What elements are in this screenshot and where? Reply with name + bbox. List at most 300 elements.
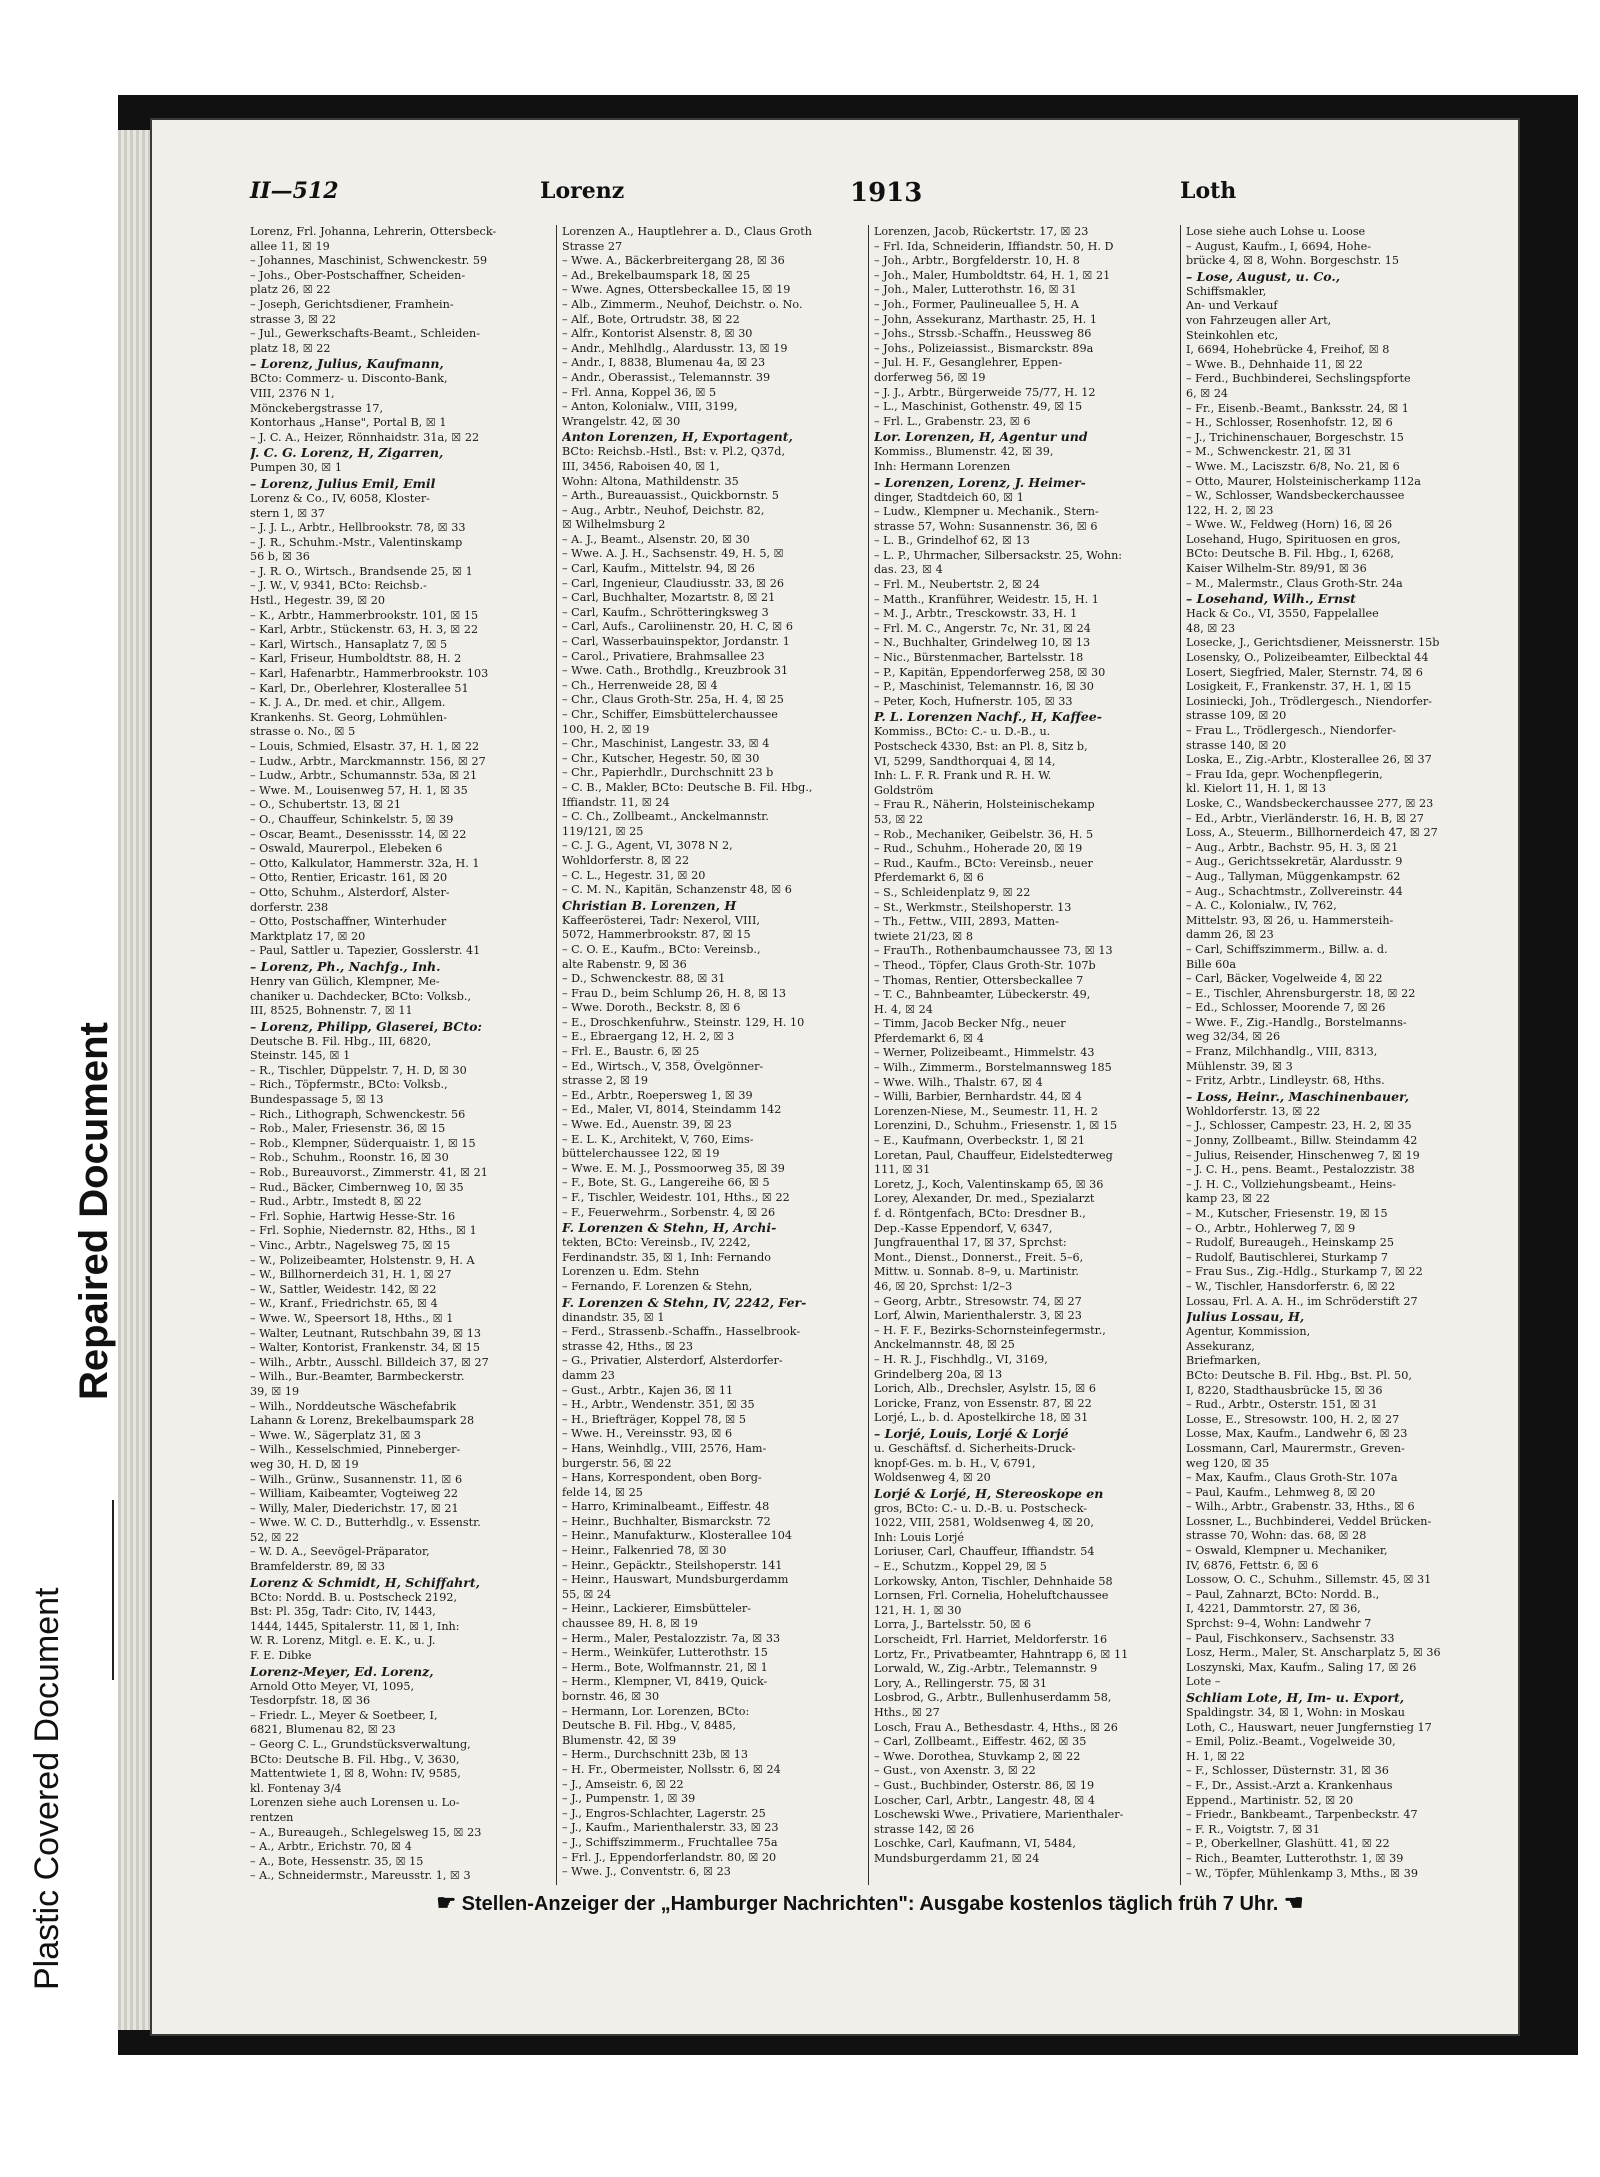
directory-entry: Losbrod, G., Arbtr., Bullenhuserdamm 58, <box>874 1691 1112 1705</box>
directory-entry: – Wwe. F., Zig.-Handlg., Borstelmanns- <box>1186 1015 1407 1029</box>
directory-entry: dinandstr. 35, ☒ 1 <box>562 1310 665 1324</box>
directory-entry: – W. D. A., Seevögel-Präparator, <box>250 1545 430 1559</box>
directory-entry: – Rud., Kaufm., BCto: Vereinsb., neuer <box>874 856 1093 870</box>
directory-entry: Spaldingstr. 34, ☒ 1, Wohn: in Moskau <box>1186 1706 1405 1719</box>
directory-entry: 100, H. 2, ☒ 19 <box>562 722 650 736</box>
directory-entry: – Jul. H. F., Gesanglehrer, Eppen- <box>874 356 1063 370</box>
directory-entry: Schliam Lote, H, Im- u. Export, <box>1186 1690 1405 1705</box>
directory-entry: Mühlenstr. 39, ☒ 3 <box>1186 1059 1293 1073</box>
directory-entry: strasse 42, Hths., ☒ 23 <box>562 1339 693 1353</box>
directory-entry: Bramfelderstr. 89, ☒ 33 <box>250 1560 385 1574</box>
directory-entry: – P., Maschinist, Telemannstr. 16, ☒ 30 <box>874 680 1094 694</box>
directory-entry: W. R. Lorenz, Mitgl. e. E. K., u. J. <box>250 1634 436 1648</box>
directory-entry: – O., Arbtr., Hohlerweg 7, ☒ 9 <box>1186 1221 1356 1235</box>
directory-entry: – Lorenz, Ph., Nachfg., Inh. <box>250 958 441 974</box>
directory-entry: VIII, 2376 N 1, <box>250 386 335 400</box>
directory-entry: – Ed., Maler, VI, 8014, Steindamm 142 <box>562 1103 782 1117</box>
directory-entry: – August, Kaufm., I, 6694, Hohe- <box>1186 239 1372 253</box>
directory-entry: – J., Amseistr. 6, ☒ 22 <box>562 1777 684 1791</box>
directory-entry: – Wwe. Dorothea, Stuvkamp 2, ☒ 22 <box>874 1749 1081 1763</box>
directory-entry: III, 8525, Bohnenstr. 7, ☒ 11 <box>250 1004 413 1018</box>
directory-entry: Tesdorpfstr. 18, ☒ 36 <box>250 1694 371 1708</box>
directory-entry: – Ludw., Klempner u. Mechanik., Stern- <box>874 505 1099 519</box>
directory-entry: knopf-Ges. m. b. H., V, 6791, <box>874 1456 1036 1470</box>
directory-entry: 5072, Hammerbrookstr. 87, ☒ 15 <box>562 928 751 942</box>
directory-entry: – William, Kaibeamter, Vogteiweg 22 <box>250 1487 458 1501</box>
directory-entry: Loss, A., Steuerm., Billhornerdeich 47, ☒ 27 <box>1186 826 1438 840</box>
directory-entry: 111, ☒ 31 <box>874 1163 931 1177</box>
directory-entry: kamp 23, ☒ 22 <box>1186 1192 1270 1206</box>
directory-entry: – Ludw., Arbtr., Marckmannstr. 156, ☒ 27 <box>250 754 486 768</box>
directory-entry: Woldsenweg 4, ☒ 20 <box>874 1471 991 1485</box>
directory-entry: – J. C. A., Heizer, Rönnhaidstr. 31a, ☒ 22 <box>250 430 480 444</box>
directory-entry: strasse 70, Wohn: das. 68, ☒ 28 <box>1186 1529 1367 1543</box>
directory-entry: – L., Maschinist, Gothenstr. 49, ☒ 15 <box>874 400 1083 414</box>
directory-entry: F. Lorenzen & Stehn, IV, 2242, Fer- <box>562 1294 807 1310</box>
directory-entry: – F., Schlosser, Düsternstr. 31, ☒ 36 <box>1186 1764 1389 1778</box>
directory-entry: Assekuranz, <box>1186 1339 1255 1353</box>
directory-entry: – Rich., Lithograph, Schwenckestr. 56 <box>250 1107 466 1121</box>
directory-entry: 52, ☒ 22 <box>250 1530 300 1544</box>
directory-entry: – Rudolf, Bautischlerei, Sturkamp 7 <box>1186 1250 1388 1264</box>
directory-entry: platz 18, ☒ 22 <box>250 341 331 355</box>
directory-entry: Loschewski Wwe., Privatiere, Marienthaler- <box>874 1808 1124 1822</box>
directory-entry: – Johs., Ober-Postschaffner, Scheiden- <box>250 268 466 282</box>
directory-entry: – Thomas, Rentier, Ottersbeckallee 7 <box>874 973 1084 987</box>
directory-entry: Mont., Dienst., Donnerst., Freit. 5–6, <box>874 1250 1084 1264</box>
directory-entry: Hack & Co., VI, 3550, Fappelallee <box>1186 607 1379 621</box>
directory-entry: – Lorenz, Julius, Kaufmann, <box>250 356 444 372</box>
directory-entry: – Anton, Kolonialw., VIII, 3199, <box>562 400 738 414</box>
directory-entry: – C. J. G., Agent, VI, 3078 N 2, <box>562 839 733 853</box>
directory-entry: weg 32/34, ☒ 26 <box>1186 1030 1281 1044</box>
directory-entry: 48, ☒ 23 <box>1186 621 1236 635</box>
directory-entry: Lossner, L., Buchbinderei, Veddel Brücken- <box>1186 1514 1432 1528</box>
directory-columns <box>250 225 1490 1885</box>
directory-entry: brücke 4, ☒ 8, Wohn. Borgeschstr. 15 <box>1186 254 1399 268</box>
directory-entry: Lorenzen u. Edm. Stehn <box>562 1265 700 1279</box>
directory-entry: – Lorjé, Louis, Lorjé & Lorjé <box>874 1425 1069 1441</box>
directory-entry: – Carl, Zollbeamt., Eiffestr. 462, ☒ 35 <box>874 1735 1087 1749</box>
directory-entry: – Otto, Rentier, Ericastr. 161, ☒ 20 <box>250 871 448 885</box>
directory-entry: – Ed., Wirtsch., V, 358, Övelgönner- <box>562 1059 764 1073</box>
directory-entry: – Fernando, F. Lorenzen & Stehn, <box>562 1279 753 1293</box>
directory-entry: – J. C. H., pens. Beamt., Pestalozzistr. 38 <box>1186 1163 1415 1177</box>
directory-entry: – Wwe. W. C. D., Butterhdlg., v. Essenstr. <box>250 1516 481 1530</box>
directory-entry: 121, H. 1, ☒ 30 <box>874 1603 962 1617</box>
directory-entry: – Frau Ida, gepr. Wochenpflegerin, <box>1186 767 1383 781</box>
directory-entry: 53, ☒ 22 <box>874 812 924 826</box>
directory-entry: platz 26, ☒ 22 <box>250 283 331 297</box>
directory-entry: – A., Arbtr., Erichstr. 70, ☒ 4 <box>250 1840 412 1854</box>
directory-entry: – Wwe. W., Speersort 18, Hths., ☒ 1 <box>250 1311 454 1325</box>
directory-entry: – Chr., Kutscher, Hegestr. 50, ☒ 30 <box>562 751 760 765</box>
directory-entry: 6, ☒ 24 <box>1186 386 1229 400</box>
directory-entry: – F., Feuerwehrm., Sorbenstr. 4, ☒ 26 <box>562 1205 776 1219</box>
directory-entry: Krankenhs. St. Georg, Lohmühlen- <box>250 710 448 724</box>
directory-entry: – M., Schwenckestr. 21, ☒ 31 <box>1186 445 1353 459</box>
directory-entry: – J. R., Schuhm.-Mstr., Valentinskamp <box>250 535 463 549</box>
directory-entry: Loscher, Carl, Arbtr., Langestr. 48, ☒ 4 <box>874 1793 1095 1807</box>
directory-entry: – Ferd., Strassenb.-Schaffn., Hasselbrook- <box>562 1325 801 1339</box>
directory-entry: Mittelstr. 93, ☒ 26, u. Hammersteih- <box>1186 913 1394 927</box>
directory-entry: Strasse 27 <box>562 239 623 253</box>
directory-entry: weg 120, ☒ 35 <box>1186 1456 1270 1470</box>
directory-entry: – Fritz, Arbtr., Lindleystr. 68, Hths. <box>1186 1074 1385 1088</box>
directory-entry: – Lorenz, Philipp, Glaserei, BCto: <box>250 1018 483 1034</box>
directory-entry: Agentur, Kommission, <box>1186 1325 1311 1339</box>
directory-entry: – FrauTh., Rothenbaumchaussee 73, ☒ 13 <box>874 944 1113 958</box>
directory-entry: Losiniecki, Joh., Trödlergesch., Niendorfer- <box>1186 694 1432 708</box>
directory-entry: – Paul, Fischkonserv., Sachsenstr. 33 <box>1186 1631 1395 1645</box>
directory-entry: – Chr., Schiffer, Eimsbüttelerchaussee <box>562 708 778 721</box>
header-year: 1913 <box>850 178 923 208</box>
directory-entry: Lory, A., Rellingerstr. 75, ☒ 31 <box>874 1676 1047 1690</box>
directory-entry: BCto: Deutsche B. Fil. Hbg., Bst. Pl. 50, <box>1186 1368 1412 1382</box>
directory-entry: dorferstr. 238 <box>250 900 329 914</box>
directory-entry: – Hans, Weinhdlg., VIII, 2576, Ham- <box>562 1441 767 1455</box>
directory-entry: – Wwe. H., Vereinsstr. 93, ☒ 6 <box>562 1427 733 1441</box>
directory-entry: – L. P., Uhrmacher, Silbersackstr. 25, Wohn: <box>874 548 1123 562</box>
directory-entry: – Frl. E., Baustr. 6, ☒ 25 <box>562 1045 700 1059</box>
directory-entry: Schiffsmakler, <box>1186 284 1267 298</box>
directory-entry: – Timm, Jacob Becker Nfg., neuer <box>874 1017 1066 1031</box>
directory-entry: Lote – <box>1186 1675 1221 1689</box>
directory-entry: Hths., ☒ 27 <box>874 1706 940 1719</box>
directory-entry: – Alb., Zimmerm., Neuhof, Deichstr. o. No. <box>562 297 803 311</box>
directory-entry: Loth, C., Hauswart, neuer Jungfernstieg 17 <box>1186 1720 1432 1734</box>
directory-entry: Julius Lossau, H, <box>1186 1309 1305 1325</box>
directory-entry: – Heinr., Gepäcktr., Steilshoperstr. 141 <box>562 1558 783 1572</box>
directory-entry: – E., Ebraergang 12, H. 2, ☒ 3 <box>562 1030 735 1044</box>
directory-entry: – Ludw., Arbtr., Schumannstr. 53a, ☒ 21 <box>250 769 478 783</box>
directory-entry: H. 1, ☒ 22 <box>1186 1749 1245 1763</box>
directory-entry: – Andr., I, 8838, Blumenau 4a, ☒ 23 <box>562 356 766 370</box>
directory-entry: Hstl., Hegestr. 39, ☒ 20 <box>250 594 386 608</box>
directory-entry: Lossmann, Carl, Maurermstr., Greven- <box>1186 1441 1405 1455</box>
directory-entry: – Paul, Sattler u. Tapezier, Gosslerstr. 41 <box>250 944 481 958</box>
directory-entry: Lortz, Fr., Privatbeamter, Hahntrapp 6, ☒ 11 <box>874 1647 1129 1661</box>
directory-entry: – Hans, Korrespondent, oben Borg- <box>562 1471 762 1485</box>
directory-entry: Lose siehe auch Lohse u. Loose <box>1186 225 1366 238</box>
directory-entry: Deutsche B. Fil. Hbg., V, 8485, <box>562 1719 737 1733</box>
directory-entry: 39, ☒ 19 <box>250 1384 300 1398</box>
directory-entry: – Karl, Arbtr., Stückenstr. 63, H. 3, ☒ 22 <box>250 623 479 637</box>
directory-entry: – Rob., Maler, Friesenstr. 36, ☒ 15 <box>250 1122 446 1136</box>
directory-entry: – Wwe. A., Bäckerbreitergang 28, ☒ 36 <box>562 254 785 268</box>
directory-entry: Arnold Otto Meyer, VI, 1095, <box>250 1679 415 1693</box>
directory-entry: Wohldorferstr. 8, ☒ 22 <box>562 853 690 867</box>
directory-entry: – Gust., von Axenstr. 3, ☒ 22 <box>874 1764 1036 1778</box>
directory-entry: Inh: Hermann Lorenzen <box>874 459 1011 473</box>
directory-entry: Lorenzini, D., Schuhm., Friesenstr. 1, ☒ 15 <box>874 1119 1118 1133</box>
directory-entry: – J. R. O., Wirtsch., Brandsende 25, ☒ 1 <box>250 564 473 578</box>
directory-entry: – Ch., Herrenweide 28, ☒ 4 <box>562 678 718 692</box>
directory-entry: – Frau R., Näherin, Holsteinischekamp <box>874 798 1095 812</box>
directory-entry: – O., Schubertstr. 13, ☒ 21 <box>250 798 401 812</box>
directory-entry: – W., Schlosser, Wandsbeckerchaussee <box>1186 489 1405 503</box>
directory-entry: – Frl. M., Neubertstr. 2, ☒ 24 <box>874 578 1040 592</box>
directory-entry: twiete 21/23, ☒ 8 <box>874 929 973 943</box>
directory-entry: kl. Kielort 11, H. 1, ☒ 13 <box>1186 782 1327 796</box>
directory-entry: – Carl, Aufs., Caroliinenstr. 20, H. C, ☒ 6 <box>562 620 793 634</box>
directory-entry: – J. W., V, 9341, BCto: Reichsb.- <box>250 579 427 593</box>
directory-entry: – Wilh., Bur.-Beamter, Barmbeckerstr. <box>250 1370 465 1384</box>
directory-entry: – Ed., Arbtr., Roepersweg 1, ☒ 39 <box>562 1088 753 1102</box>
column-4 <box>1186 225 1486 1885</box>
directory-entry: Wohldorferstr. 13, ☒ 22 <box>1186 1104 1321 1118</box>
directory-entry: – Theod., Töpfer, Claus Groth-Str. 107b <box>874 958 1096 972</box>
directory-entry: chaussee 89, H. 8, ☒ 19 <box>562 1617 698 1631</box>
directory-entry: – Aug., Arbtr., Neuhof, Deichstr. 82, <box>562 503 765 517</box>
directory-entry: Marktplatz 17, ☒ 20 <box>250 929 366 943</box>
directory-entry: – Aug., Gerichtssekretär, Alardusstr. 9 <box>1186 855 1403 869</box>
directory-entry: – Georg C. L., Grundstücksverwaltung, <box>250 1738 471 1751</box>
directory-entry: Bst: Pl. 35g, Tadr: Cito, IV, 1443, <box>250 1605 436 1619</box>
directory-entry: – Rud., Arbtr., Osterstr. 151, ☒ 31 <box>1186 1398 1378 1412</box>
directory-entry: Wohn: Altona, Mathildenstr. 35 <box>562 474 739 488</box>
directory-entry: Postscheck 4330, Bst: an Pl. 8, Sitz b, <box>874 740 1088 753</box>
directory-entry: – Wwe. J., Conventstr. 6, ☒ 23 <box>562 1865 731 1879</box>
directory-entry: ☒ Wilhelmsburg 2 <box>562 518 666 532</box>
directory-entry: Inh: Louis Lorjé <box>874 1530 965 1544</box>
directory-entry: – Rob., Schuhm., Roonstr. 16, ☒ 30 <box>250 1151 449 1165</box>
directory-entry: – Willi, Barbier, Bernhardstr. 44, ☒ 4 <box>874 1090 1083 1104</box>
directory-entry: Jungfrauenthal 17, ☒ 37, Sprchst: <box>874 1236 1067 1250</box>
directory-entry: – Karl, Friseur, Humboldtstr. 88, H. 2 <box>250 652 462 666</box>
directory-entry: damm 23 <box>562 1368 615 1382</box>
directory-entry: Blumenstr. 42, ☒ 39 <box>562 1733 677 1747</box>
directory-entry: – Carl, Ingenieur, Claudiusstr. 33, ☒ 26 <box>562 576 784 590</box>
directory-entry: – J., Engros-Schlachter, Lagerstr. 25 <box>562 1806 766 1820</box>
directory-entry: rentzen <box>250 1810 294 1824</box>
directory-entry: – Aug., Arbtr., Bachstr. 95, H. 3, ☒ 21 <box>1186 840 1399 854</box>
directory-entry: 56 b, ☒ 36 <box>250 550 310 564</box>
directory-entry: – H., Briefträger, Koppel 78, ☒ 5 <box>562 1412 746 1426</box>
directory-entry: – Lose, August, u. Co., <box>1186 268 1341 284</box>
directory-entry: – E., Kaufmann, Overbeckstr. 1, ☒ 21 <box>874 1134 1085 1148</box>
directory-entry: – Rich., Beamter, Lutterothstr. 1, ☒ 39 <box>1186 1851 1404 1865</box>
directory-entry: Dep.-Kasse Eppendorf, V, 6347, <box>874 1221 1053 1235</box>
directory-entry: – Matth., Kranführer, Weidestr. 15, H. 1 <box>874 592 1099 606</box>
directory-entry: – Alfr., Kontorist Alsenstr. 8, ☒ 30 <box>562 327 753 341</box>
directory-entry: Lorenz-Meyer, Ed. Lorenz, <box>250 1663 434 1679</box>
footer-advertisement <box>250 1890 1490 1920</box>
column-1 <box>250 225 550 1885</box>
directory-entry: Kontorhaus „Hanse", Portal B, ☒ 1 <box>250 416 447 430</box>
directory-entry: Loszynski, Max, Kaufm., Saling 17, ☒ 26 <box>1186 1660 1417 1674</box>
directory-entry: Sprchst: 9–4, Wohn: Landwehr 7 <box>1186 1617 1372 1631</box>
directory-entry: Kommiss., Blumenstr. 42, ☒ 39, <box>874 445 1054 459</box>
directory-entry: – Nic., Bürstenmacher, Bartelsstr. 18 <box>874 651 1084 665</box>
directory-entry: allee 11, ☒ 19 <box>250 239 330 253</box>
directory-entry: – Carl, Wasserbauinspektor, Jordanstr. 1 <box>562 635 790 649</box>
directory-entry: – Chr., Papierhdlr., Durchschnitt 23 b <box>562 766 774 780</box>
directory-entry: III, 3456, Raboisen 40, ☒ 1, <box>562 459 720 473</box>
directory-entry: – J. J. L., Arbtr., Hellbrookstr. 78, ☒ 33 <box>250 521 466 535</box>
directory-entry: – Wwe. Agnes, Ottersbeckallee 15, ☒ 19 <box>562 283 791 297</box>
directory-entry: – Frau D., beim Schlump 26, H. 8, ☒ 13 <box>562 986 786 1000</box>
directory-entry: – Aug., Tallyman, Müggenkampstr. 62 <box>1186 869 1401 883</box>
directory-entry: – Carl, Schiffszimmerm., Billw. a. d. <box>1186 942 1388 956</box>
directory-entry: – Ed., Arbtr., Vierländerstr. 16, H. B, ☒ 27 <box>1186 811 1424 825</box>
directory-entry: – Heinr., Lackierer, Eimsbütteler- <box>562 1602 752 1616</box>
directory-entry: – Rud., Schuhm., Hoherade 20, ☒ 19 <box>874 842 1083 856</box>
directory-entry: – Wilh., Arbtr., Ausschl. Billdeich 37, ☒ 27 <box>250 1355 489 1369</box>
directory-entry: – Walter, Kontorist, Frankenstr. 34, ☒ 15 <box>250 1341 481 1355</box>
directory-entry: – S., Schleidenplatz 9, ☒ 22 <box>874 885 1031 899</box>
directory-entry: Mönckebergstrasse 17, <box>250 401 384 415</box>
column-rule <box>868 225 869 1885</box>
directory-entry: Anckelmannstr. 48, ☒ 25 <box>874 1338 1015 1352</box>
directory-entry: – Herm., Bote, Wolfmannstr. 21, ☒ 1 <box>562 1660 768 1674</box>
directory-entry: – Gust., Arbtr., Kajen 36, ☒ 11 <box>562 1383 734 1397</box>
directory-entry: – H., Arbtr., Wendenstr. 351, ☒ 35 <box>562 1398 755 1412</box>
directory-entry: – Johs., Polizeiassist., Bismarckstr. 89a <box>874 341 1094 355</box>
directory-entry: – Friedr. L., Meyer & Soetbeer, I, <box>250 1708 438 1722</box>
directory-entry: Pferdemarkt 6, ☒ 4 <box>874 1031 984 1045</box>
directory-entry: – Joseph, Gerichtsdiener, Framhein- <box>250 297 454 311</box>
footer-text: Stellen-Anzeiger der „Hamburger Nachrichten": Ausgabe kostenlos täglich früh 7 Uhr. <box>461 1893 1279 1915</box>
directory-entry: – J. H. C., Vollziehungsbeamt., Heins- <box>1186 1177 1397 1191</box>
directory-entry: Mattentwiete 1, ☒ 8, Wohn: IV, 9585, <box>250 1767 461 1781</box>
pointing-hand-icon: ☛ <box>436 1890 457 1915</box>
directory-entry: Losert, Siegfried, Maler, Sternstr. 74, ☒ 6 <box>1186 665 1423 679</box>
directory-entry: – Louis, Schmied, Elsastr. 37, H. 1, ☒ 22 <box>250 740 480 753</box>
directory-entry: P. L. Lorenzen Nachf., H, Kaffee- <box>874 709 1102 725</box>
page-header <box>250 178 1490 218</box>
directory-entry: – Wilh., Grünw., Susannenstr. 11, ☒ 6 <box>250 1472 463 1486</box>
directory-entry: büttelerchaussee 122, ☒ 19 <box>562 1147 720 1161</box>
directory-entry: – Herm., Durchschnitt 23b, ☒ 13 <box>562 1748 749 1762</box>
directory-entry: IV, 6876, Fettstr. 6, ☒ 6 <box>1186 1558 1319 1572</box>
directory-entry: – J., Kaufm., Marienthalerstr. 33, ☒ 23 <box>562 1821 779 1835</box>
directory-entry: 55, ☒ 24 <box>562 1587 612 1601</box>
directory-entry: – Wwe. W., Feldweg (Horn) 16, ☒ 26 <box>1186 518 1393 532</box>
directory-entry: Eppend., Martinistr. 52, ☒ 20 <box>1186 1793 1354 1807</box>
directory-entry: Lorenzen siehe auch Lorensen u. Lo- <box>250 1796 460 1810</box>
directory-entry: – Wwe. Ed., Auenstr. 39, ☒ 23 <box>562 1118 732 1132</box>
directory-entry: – E. L. K., Architekt, V, 760, Eims- <box>562 1132 754 1146</box>
directory-entry: strasse 57, Wohn: Susannenstr. 36, ☒ 6 <box>874 519 1098 533</box>
directory-entry: – Emil, Poliz.-Beamt., Vogelweide 30, <box>1186 1735 1396 1749</box>
directory-entry: – O., Chauffeur, Schinkelstr. 5, ☒ 39 <box>250 812 454 826</box>
directory-entry: – H. F. F., Bezirks-Schornsteinfegermstr., <box>874 1323 1106 1337</box>
directory-entry: burgerstr. 56, ☒ 22 <box>562 1456 672 1470</box>
directory-entry: – Joh., Arbtr., Borgfelderstr. 10, H. 8 <box>874 254 1080 268</box>
directory-entry: – Julius, Reisender, Hinschenweg 7, ☒ 19 <box>1186 1148 1420 1162</box>
directory-entry: von Fahrzeugen aller Art, <box>1186 313 1332 327</box>
directory-entry: – Rich., Töpfermstr., BCto: Volksb., <box>250 1078 448 1092</box>
directory-entry: Losse, Max, Kaufm., Landwehr 6, ☒ 23 <box>1186 1427 1408 1441</box>
directory-entry: Losch, Frau A., Bethesdastr. 4, Hths., ☒ 26 <box>874 1720 1118 1734</box>
directory-entry: – A., Bote, Hessenstr. 35, ☒ 15 <box>250 1854 424 1868</box>
directory-entry: BCto: Deutsche B. Fil. Hbg., I, 6268, <box>1186 547 1394 561</box>
directory-entry: Lorenz & Schmidt, H, Schiffahrt, <box>250 1574 480 1590</box>
directory-entry: – Andr., Oberassist., Telemannstr. 39 <box>562 370 771 384</box>
directory-entry: Loske, C., Wandsbeckerchaussee 277, ☒ 23 <box>1186 796 1434 810</box>
page-number: II—512 <box>250 178 339 204</box>
directory-entry: – Ad., Brekelbaumspark 18, ☒ 25 <box>562 268 751 282</box>
directory-entry: – R., Tischler, Düppelstr. 7, H. D, ☒ 30 <box>250 1063 467 1077</box>
directory-entry: Lorenz, Frl. Johanna, Lehrerin, Ottersbeck- <box>250 225 497 238</box>
directory-entry: f. d. Röntgenfach, BCto: Dresdner B., <box>874 1207 1086 1220</box>
directory-entry: Bille 60a <box>1186 957 1237 971</box>
directory-entry: – Wwe. M., Louisenweg 57, H. 1, ☒ 35 <box>250 783 468 797</box>
directory-entry: Steinstr. 145, ☒ 1 <box>250 1049 351 1063</box>
directory-entry: – Alf., Bote, Ortrudstr. 38, ☒ 22 <box>562 312 740 326</box>
directory-entry: chaniker u. Dachdecker, BCto: Volksb., <box>250 989 472 1003</box>
directory-entry: – Th., Fettw., VIII, 2893, Matten- <box>874 915 1059 929</box>
directory-entry: Loska, E., Zig.-Arbtr., Klosterallee 26, ☒ 37 <box>1186 753 1432 767</box>
directory-entry: – W., Kranf., Friedrichstr. 65, ☒ 4 <box>250 1297 438 1311</box>
directory-entry: Loriuser, Carl, Chauffeur, Iffiandstr. 54 <box>874 1545 1095 1559</box>
directory-entry: – Wwe. B., Dehnhaide 11, ☒ 22 <box>1186 357 1363 371</box>
directory-entry: – K. J. A., Dr. med. et chir., Allgem. <box>250 696 446 710</box>
directory-entry: Kommiss., BCto: C.- u. D.-B., u. <box>874 725 1051 739</box>
directory-entry: BCto: Nordd. B. u. Postscheck 2192, <box>250 1590 458 1604</box>
directory-entry: – G., Privatier, Alsterdorf, Alsterdorfer- <box>562 1354 783 1368</box>
directory-entry: – H. Fr., Obermeister, Nollsstr. 6, ☒ 24 <box>562 1762 781 1776</box>
directory-entry: – F., Dr., Assist.-Arzt a. Krankenhaus <box>1186 1778 1393 1792</box>
directory-entry: strasse 2, ☒ 19 <box>562 1074 648 1088</box>
directory-entry: – C. L., Hegestr. 31, ☒ 20 <box>562 868 706 882</box>
directory-entry: Losensky, O., Polizeibeamter, Eilbecktal 44 <box>1186 651 1429 665</box>
directory-entry: Lorenzen-Niese, M., Seumestr. 11, H. 2 <box>874 1104 1098 1118</box>
directory-entry: – Herm., Weinküfer, Lutterothstr. 15 <box>562 1646 768 1660</box>
directory-entry: F. E. Dibke <box>250 1649 312 1663</box>
directory-entry: Lorenzen, Jacob, Rückertstr. 17, ☒ 23 <box>874 225 1089 238</box>
directory-entry: – Karl, Hafenarbtr., Hammerbrookstr. 103 <box>250 667 489 681</box>
directory-entry: Losz, Herm., Maler, St. Anscharplatz 5, ☒ 36 <box>1186 1646 1441 1660</box>
directory-entry: Anton Lorenzen, H, Exportagent, <box>562 429 793 445</box>
directory-entry: – Frau Sus., Zig.-Hdlg., Sturkamp 7, ☒ 22 <box>1186 1265 1423 1279</box>
directory-entry: dinger, Stadtdeich 60, ☒ 1 <box>874 490 1024 504</box>
directory-entry: – Wilh., Kesselschmied, Pinneberger- <box>250 1443 461 1457</box>
directory-entry: Lorf, Alwin, Marienthalerstr. 3, ☒ 23 <box>874 1309 1082 1323</box>
directory-entry: – Rudolf, Bureaugeh., Heinskamp 25 <box>1186 1236 1394 1250</box>
directory-entry: felde 14, ☒ 25 <box>562 1485 643 1499</box>
directory-entry: – C. Ch., Zollbeamt., Anckelmannstr. <box>562 810 769 824</box>
directory-entry: – Carl, Bäcker, Vogelweide 4, ☒ 22 <box>1186 972 1383 986</box>
directory-entry: I, 8220, Stadthausbrücke 15, ☒ 36 <box>1186 1383 1383 1397</box>
directory-entry: – Frl. Ida, Schneiderin, Iffiandstr. 50, H. D <box>874 239 1114 253</box>
directory-entry: – M., Kutscher, Friesenstr. 19, ☒ 15 <box>1186 1207 1388 1220</box>
directory-entry: Lornsen, Frl. Cornelia, Hoheluftchaussee <box>874 1589 1109 1603</box>
directory-entry: – P., Kapitän, Eppendorferweg 258, ☒ 30 <box>874 665 1106 679</box>
directory-entry: Wrangelstr. 42, ☒ 30 <box>562 414 681 428</box>
directory-entry: – Karl, Dr., Oberlehrer, Klosterallee 51 <box>250 681 469 695</box>
directory-entry: gros, BCto: C.- u. D.-B. u. Postscheck- <box>874 1501 1088 1515</box>
directory-entry: Lahann & Lorenz, Brekelbaumspark 28 <box>250 1414 475 1428</box>
directory-entry: – Rob., Mechaniker, Geibelstr. 36, H. 5 <box>874 827 1094 841</box>
directory-entry: – Friedr., Bankbeamt., Tarpenbeckstr. 47 <box>1186 1808 1418 1822</box>
directory-entry: – Rob., Bureauvorst., Zimmerstr. 41, ☒ 21 <box>250 1166 488 1180</box>
directory-entry: Lorey, Alexander, Dr. med., Spezialarzt <box>874 1192 1095 1206</box>
directory-entry: – Arth., Bureauassist., Quickbornstr. 5 <box>562 489 779 503</box>
directory-entry: – Joh., Maler, Humboldtstr. 64, H. 1, ☒ 21 <box>874 268 1111 282</box>
directory-entry: – M., Malermstr., Claus Groth-Str. 24a <box>1186 576 1403 590</box>
directory-entry: VI, 5299, Sandthorquai 4, ☒ 14, <box>874 754 1056 768</box>
directory-entry: – Otto, Maurer, Holsteinischerkamp 112a <box>1186 474 1421 488</box>
directory-entry: BCto: Deutsche B. Fil. Hbg., V, 3630, <box>250 1752 460 1766</box>
directory-entry: Lorkowsky, Anton, Tischler, Dehnhaide 58 <box>874 1574 1113 1588</box>
directory-entry: – Heinr., Hauswart, Mundsburgerdamm <box>562 1573 789 1587</box>
directory-entry: – Jul., Gewerkschafts-Beamt., Schleiden- <box>250 327 480 341</box>
directory-entry: – Johs., Strssb.-Schaffn., Heussweg 86 <box>874 327 1092 341</box>
directory-entry: – Jonny, Zollbeamt., Billw. Steindamm 42 <box>1186 1134 1418 1148</box>
directory-entry: – Lorenzen, Lorenz, J. Heimer- <box>874 474 1086 490</box>
